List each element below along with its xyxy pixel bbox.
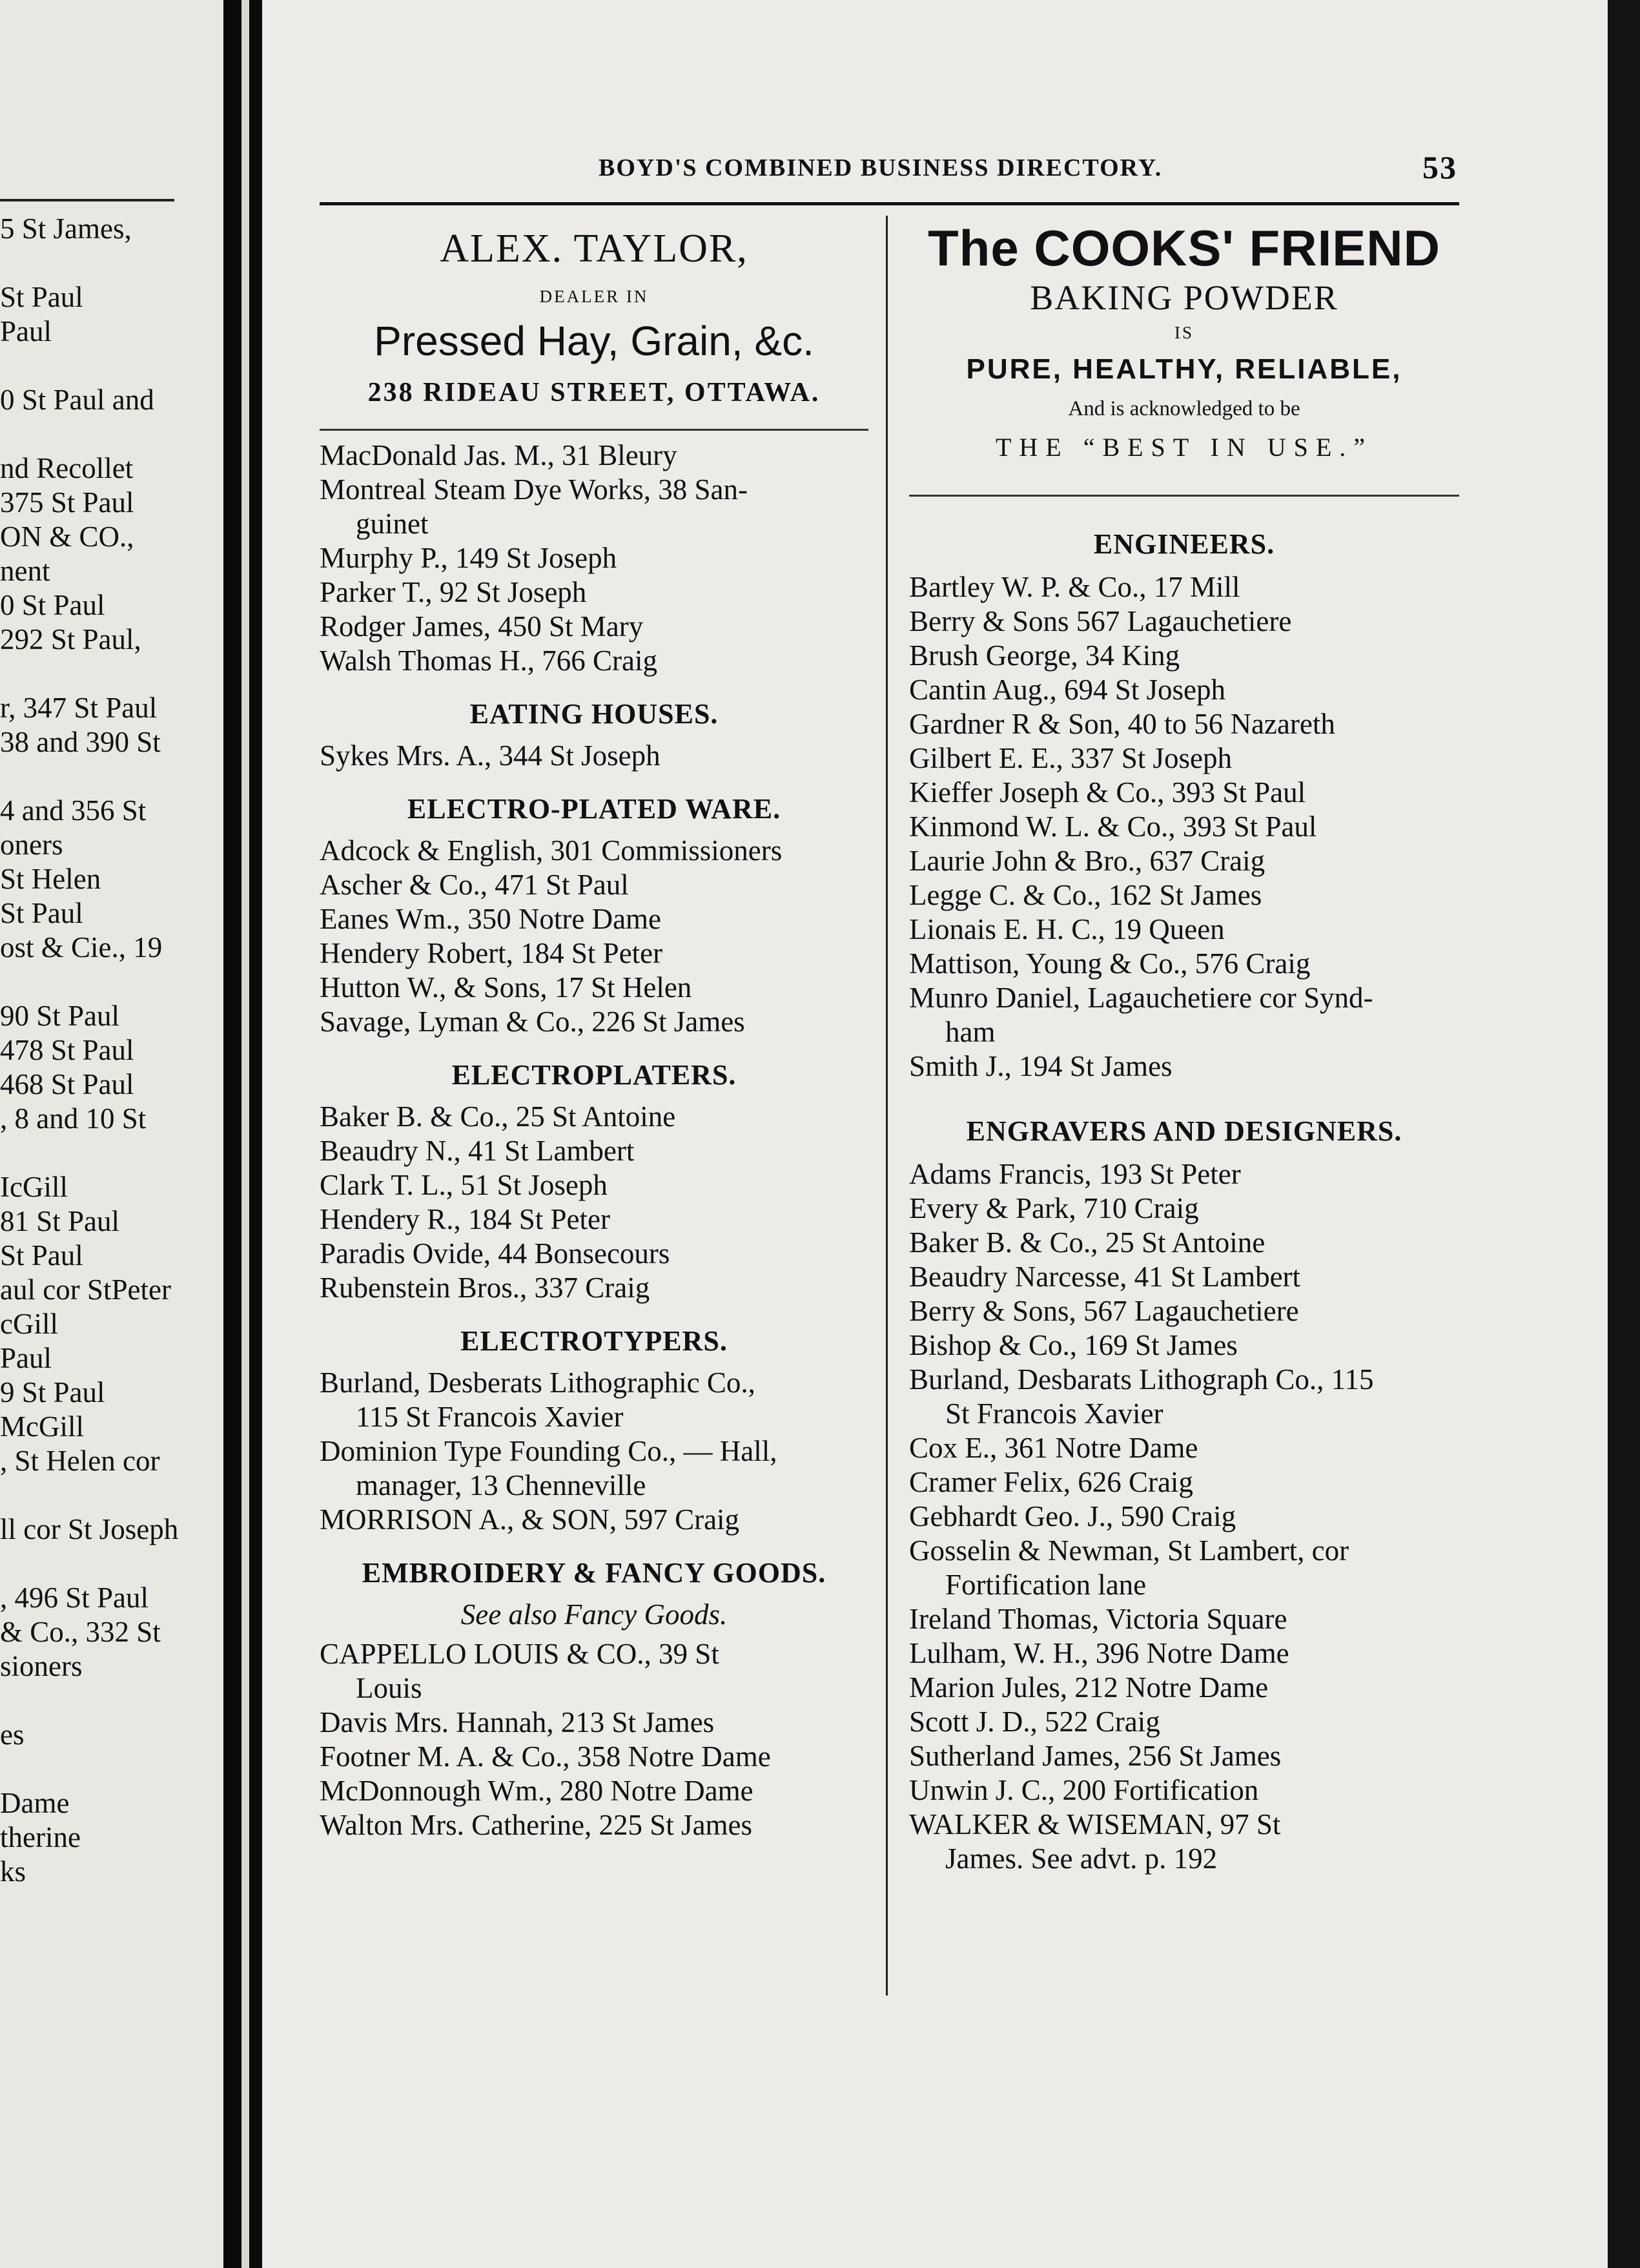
entry-text: Cramer Felix, 626 Craig [909,1466,1193,1498]
previous-page-line: es [0,1718,25,1751]
entry-text: Mattison, Young & Co., 576 Craig [909,947,1311,980]
previous-page-line: IcGill [0,1171,68,1203]
previous-page-line: St Paul [0,897,83,929]
previous-page-line: nd Recollet [0,452,134,484]
entry-text: Cantin Aug., 694 St Joseph [909,674,1226,706]
entry-text: Lulham, W. H., 396 Notre Dame [909,1637,1289,1669]
header-rule [320,202,1459,205]
section-heading: ELECTROTYPERS. [460,1325,728,1357]
previous-page-line [0,1478,223,1512]
previous-page-line: 0 St Paul and [0,384,154,416]
directory-entry [909,741,1459,776]
directory-entry [320,1134,868,1168]
entry-continuation: Louis [356,1672,422,1704]
advert-address: 238 RIDEAU STREET, OTTAWA. [367,378,821,407]
directory-entry [909,1808,1459,1876]
directory-section [320,1039,868,1305]
entry-text: Munro Daniel, Lagauchetiere cor Synd- [909,982,1373,1014]
directory-entry [320,473,868,541]
directory-section [909,1084,1459,1876]
directory-section [909,497,1459,1084]
directory-entry [909,1500,1459,1534]
directory-entry [909,947,1459,981]
entry-text: Hendery Robert, 184 St Peter [320,937,663,969]
directory-entry [909,1431,1459,1465]
entry-text: Every & Park, 710 Craig [909,1192,1199,1224]
entry-text: Rubenstein Bros., 337 Craig [320,1272,650,1304]
directory-entry [909,604,1459,639]
entry-text: Paradis Ovide, 44 Bonsecours [320,1237,670,1270]
advert-subtitle: BAKING POWDER [1030,278,1338,317]
entry-text: CAPPELLO LOUIS & CO., 39 St [320,1638,719,1670]
previous-page-line: & Co., 332 St [0,1616,161,1648]
directory-entry [320,971,868,1005]
entry-text: Montreal Steam Dye Works, 38 San- [320,473,748,506]
directory-entry [320,868,868,902]
previous-page-line: , 496 St Paul [0,1582,149,1614]
gutter-highlight [241,0,249,2268]
entry-text: Beaudry N., 41 St Lambert [320,1135,635,1167]
left-column [320,216,868,1842]
directory-entry [909,673,1459,707]
directory-entry [909,1157,1459,1191]
entry-text: Walton Mrs. Catherine, 225 St James [320,1809,753,1841]
previous-page-line: therine [0,1821,81,1853]
column-divider [886,216,888,1995]
directory-entry [320,1637,868,1706]
directory-entry [320,644,868,678]
directory-entry [909,1534,1459,1602]
entry-text: MacDonald Jas. M., 31 Bleury [320,439,677,471]
directory-entry [909,639,1459,673]
entry-text: Bartley W. P. & Co., 17 Mill [909,571,1240,603]
page-right-edge [1608,0,1640,2268]
section-heading: EMBROIDERY & FANCY GOODS. [362,1557,826,1589]
page-number: 53 [1422,149,1457,185]
previous-page-line: , 8 and 10 St [0,1102,147,1135]
directory-entry [909,776,1459,810]
continued-entries [320,438,868,678]
advert-best-in-use: THE “BEST IN USE.” [995,433,1373,462]
previous-page-line: Paul [0,1342,52,1374]
previous-page-rule [0,199,174,201]
entry-text: WALKER & WISEMAN, 97 St [909,1808,1281,1840]
previous-page-line [0,417,223,451]
entry-continuation: manager, 13 Chenneville [356,1469,646,1501]
previous-page-line: nent [0,555,50,587]
running-title: BOYD'S COMBINED BUSINESS DIRECTORY. [599,154,1163,181]
directory-entry [909,1602,1459,1636]
previous-page-line: 292 St Paul, [0,623,141,655]
directory-entry [320,1503,868,1537]
right-sections [909,497,1459,1876]
directory-entry [320,902,868,936]
directory-entry [320,575,868,610]
previous-page-line: 5 St James, [0,212,132,245]
section-entries [320,739,868,773]
entry-continuation: ham [945,1016,996,1048]
entry-text: Legge C. & Co., 162 St James [909,879,1262,911]
previous-page-line: r, 347 St Paul [0,692,158,724]
entry-text: Gilbert E. E., 337 St Joseph [909,742,1232,774]
entry-text: Ascher & Co., 471 St Paul [320,869,629,901]
previous-page-line: Dame [0,1787,70,1819]
entry-text: Hutton W., & Sons, 17 St Helen [320,971,692,1004]
directory-entry [909,1294,1459,1328]
entry-text: Burland, Desberats Lithographic Co., [320,1366,755,1399]
section-heading: ELECTROPLATERS. [451,1059,737,1091]
directory-entry [909,912,1459,947]
previous-page-line: 4 and 356 St [0,794,147,827]
previous-page-line [0,1136,223,1170]
previous-page-line: aul cor StPeter [0,1273,171,1306]
directory-entry [320,1271,868,1305]
entry-text: Gebhardt Geo. J., 590 Craig [909,1500,1236,1532]
previous-page-line [0,1547,223,1581]
directory-entry [320,739,868,773]
directory-entry [909,1328,1459,1363]
directory-entry [320,1168,868,1202]
entry-continuation: Fortification lane [945,1569,1147,1601]
section-entries [320,834,868,1039]
entry-text: Bishop & Co., 169 St James [909,1329,1238,1361]
previous-page-line: 81 St Paul [0,1205,120,1237]
entry-text: Adams Francis, 193 St Peter [909,1158,1241,1190]
advert-dealer-in: DEALER IN [539,287,649,306]
previous-page-line: St Paul [0,281,83,313]
directory-entry [909,1049,1459,1084]
directory-entry [320,1100,868,1134]
entry-text: Sutherland James, 256 St James [909,1740,1282,1772]
previous-page-line [0,246,223,280]
entry-text: Marion Jules, 212 Notre Dame [909,1671,1269,1704]
directory-section [320,1305,868,1537]
entry-text: MORRISON A., & SON, 597 Craig [320,1503,740,1536]
previous-page-fragment [0,0,223,2268]
section-entries [909,570,1459,1084]
advert-qualities: PURE, HEALTHY, RELIABLE, [966,353,1402,385]
section-entries [320,1100,868,1305]
directory-entry [320,610,868,644]
directory-entry [909,1363,1459,1431]
entry-text: Hendery R., 184 St Peter [320,1203,610,1235]
previous-page-line: 38 and 390 St [0,726,161,758]
entry-text: Unwin J. C., 200 Fortification [909,1774,1259,1806]
directory-entry [320,1202,868,1237]
directory-entry [909,1705,1459,1739]
left-sections [320,678,868,1842]
directory-entry [320,541,868,575]
previous-page-line: 9 St Paul [0,1376,105,1408]
previous-page-lines [0,212,223,2246]
entry-text: Berry & Sons 567 Lagauchetiere [909,605,1292,637]
previous-page-line: Paul [0,315,52,347]
entry-text: Ireland Thomas, Victoria Square [909,1603,1287,1635]
previous-page-line: ll cor St Joseph [0,1513,179,1545]
section-entries [320,1637,868,1842]
entry-text: Adcock & English, 301 Commissioners [320,834,783,867]
previous-page-line [0,759,223,794]
directory-entry [909,1739,1459,1773]
entry-text: Rodger James, 450 St Mary [320,610,644,643]
advert-acknowledged: And is acknowledged to be [1068,397,1300,420]
previous-page-line: St Helen [0,863,101,895]
directory-entry [909,707,1459,741]
section-heading: ELECTRO-PLATED WARE. [407,793,781,825]
entry-continuation: 115 St Francois Xavier [356,1401,624,1433]
previous-page-line: St Paul [0,1239,83,1272]
directory-entry [320,1434,868,1503]
entry-text: Parker T., 92 St Joseph [320,576,587,608]
entry-text: McDonnough Wm., 280 Notre Dame [320,1775,753,1807]
directory-entry [320,1005,868,1039]
previous-page-line [0,965,223,999]
entry-text: Walsh Thomas H., 766 Craig [320,644,657,677]
entry-text: Brush George, 34 King [909,639,1180,672]
previous-page-line: sioners [0,1650,83,1682]
directory-entry [320,1706,868,1740]
directory-entry [909,844,1459,878]
entry-text: Murphy P., 149 St Joseph [320,542,617,574]
previous-page-line: McGill [0,1410,84,1443]
previous-page-line [0,657,223,691]
entry-text: Berry & Sons, 567 Lagauchetiere [909,1295,1299,1327]
directory-entry [320,1237,868,1271]
entry-text: Davis Mrs. Hannah, 213 St James [320,1706,715,1738]
entry-text: Sykes Mrs. A., 344 St Joseph [320,739,661,772]
entry-text: Gosselin & Newman, St Lambert, cor [909,1534,1349,1567]
section-heading: ENGRAVERS AND DESIGNERS. [966,1115,1402,1147]
advert-goods: Pressed Hay, Grain, &c. [374,318,814,364]
previous-page-line: 375 St Paul [0,486,134,519]
directory-entry [909,1260,1459,1294]
previous-page-line: 478 St Paul [0,1034,134,1066]
entry-text: Baker B. & Co., 25 St Antoine [909,1226,1266,1259]
directory-entry [909,878,1459,912]
section-entries [909,1157,1459,1876]
directory-section [320,773,868,1039]
directory-section [320,1537,868,1842]
entry-text: Savage, Lyman & Co., 226 St James [320,1005,745,1038]
previous-page-line [0,1684,223,1718]
entry-text: Scott J. D., 522 Craig [909,1706,1160,1738]
previous-page-line: , St Helen cor [0,1445,160,1477]
entry-text: Lionais E. H. C., 19 Queen [909,913,1225,945]
directory-entry [909,1636,1459,1671]
entry-text: Footner M. A. & Co., 358 Notre Dame [320,1740,771,1773]
entry-text: Kieffer Joseph & Co., 393 St Paul [909,776,1306,809]
section-entries [320,1366,868,1537]
previous-page-line: 90 St Paul [0,1000,120,1032]
directory-entry [909,810,1459,844]
directory-section [320,678,868,773]
entry-text: Baker B. & Co., 25 St Antoine [320,1100,676,1133]
entry-text: Eanes Wm., 350 Notre Dame [320,903,662,935]
previous-page-line: ost & Cie., 19 [0,931,163,964]
entry-continuation: St Francois Xavier [945,1397,1163,1430]
directory-entry [909,1773,1459,1808]
directory-entry [320,1774,868,1808]
page-header [334,149,1457,187]
entry-text: Burland, Desbarats Lithograph Co., 115 [909,1363,1374,1396]
entry-text: Smith J., 194 St James [909,1050,1173,1082]
entry-text: Dominion Type Founding Co., — Hall, [320,1435,777,1467]
directory-entry [909,1191,1459,1226]
directory-entry [909,570,1459,604]
directory-entry [320,1366,868,1434]
directory-entry [909,981,1459,1049]
entry-text: Cox E., 361 Notre Dame [909,1432,1198,1464]
entry-text: Beaudry Narcesse, 41 St Lambert [909,1261,1301,1293]
directory-entry [320,834,868,868]
previous-page-line: 468 St Paul [0,1068,134,1100]
previous-page-line [0,1752,223,1786]
directory-entry [320,438,868,473]
advert-name: ALEX. TAYLOR, [440,227,748,271]
entry-continuation: James. See advt. p. 192 [945,1842,1218,1875]
entry-continuation: guinet [356,508,429,540]
directory-entry [320,936,868,971]
previous-page-line: cGill [0,1308,58,1340]
previous-page-line: oners [0,829,63,861]
directory-entry [909,1465,1459,1500]
advert-title: The COOKS' FRIEND [928,220,1440,276]
entry-text: Laurie John & Bro., 637 Craig [909,845,1266,877]
previous-page-line: ks [0,1855,26,1888]
advert-is: IS [1174,323,1194,342]
previous-page-line [0,349,223,383]
entry-text: Gardner R & Son, 40 to 56 Nazareth [909,708,1335,740]
previous-page-line: ON & CO., [0,521,134,553]
previous-page-line: 0 St Paul [0,589,105,621]
alex-taylor-advert [320,216,868,438]
cooks-friend-advert [909,216,1459,497]
entry-text: Clark T. L., 51 St Joseph [320,1169,608,1201]
directory-entry [320,1808,868,1842]
directory-entry [909,1671,1459,1705]
directory-entry [909,1226,1459,1260]
directory-entry [320,1740,868,1774]
right-column [909,216,1459,1876]
section-note: See also Fancy Goods. [460,1598,728,1631]
section-heading: EATING HOUSES. [469,698,719,730]
entry-text: Kinmond W. L. & Co., 393 St Paul [909,810,1317,843]
section-heading: ENGINEERS. [1093,528,1275,560]
